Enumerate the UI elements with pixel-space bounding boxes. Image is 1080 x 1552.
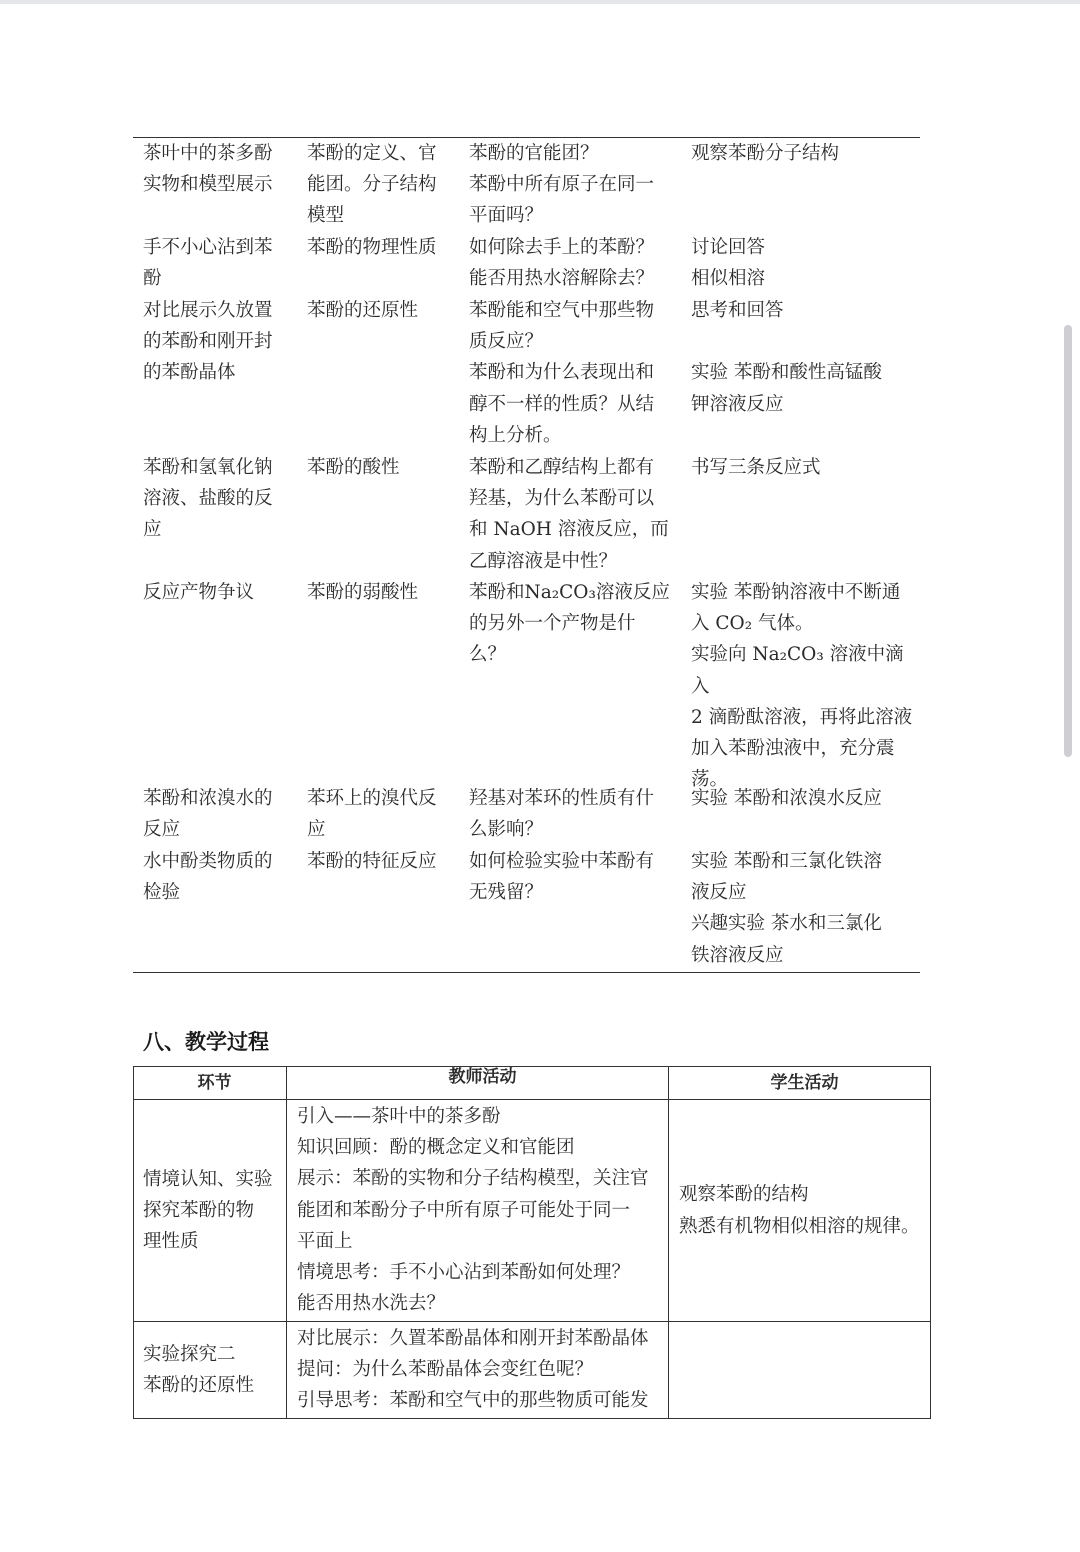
- table-row: [134, 1100, 931, 1322]
- table-row: [133, 783, 920, 846]
- table-row: [134, 1322, 931, 1419]
- table-cell: 情境认知、实验 探究苯酚的物 理性质: [134, 1100, 287, 1322]
- table-cell: 反应产物争议: [143, 582, 255, 603]
- table-cell: [287, 1322, 669, 1419]
- table-cell: 苯酚的弱酸性: [307, 582, 419, 603]
- top-bar: [0, 0, 1080, 4]
- table-cell: 水中酚类物质的 检验: [143, 851, 273, 904]
- table-cell: 书写三条反应式: [691, 457, 821, 478]
- cell-text: 对比展示：久置苯酚晶体和刚开封苯酚晶体 提问：为什么苯酚晶体会变红色呢？ 引导思考：苯酚和空气中的那些物质可能发: [297, 1328, 649, 1412]
- table-cell: 观察苯酚分子结构: [691, 143, 840, 164]
- table-cell: 讨论回答 相似相溶: [691, 237, 766, 290]
- table-cell: 苯酚和Na₂CO₃溶液反应 的另外一个产物是什 么？: [469, 582, 670, 666]
- table-cell: 苯酚的酸性: [307, 457, 400, 478]
- experiment-table: [133, 137, 920, 973]
- table-row: [133, 846, 920, 972]
- table-cell: 实验 苯酚和三氯化铁溶 液反应 兴趣实验 茶水和三氯化 铁溶液反应: [691, 851, 882, 966]
- table-cell: 如何除去手上的苯酚？ 能否用热水溶解除去？: [469, 237, 655, 290]
- column-header: 教师活动: [287, 1067, 669, 1100]
- table-row: [133, 295, 920, 452]
- table-cell: 苯酚的定义、官 能团。分子结构 模型: [307, 143, 437, 227]
- table-cell: 羟基对苯环的性质有什 么影响？: [469, 788, 655, 841]
- section-heading: 八、教学过程: [143, 1030, 269, 1054]
- table-cell: 引入——茶叶中的茶多酚 知识回顾：酚的概念定义和官能团 展示：苯酚的实物和分子结构模型，关注官 能团和苯酚分子中所有原子可能处于同一 平面上 情境思考：手不小心沾到苯酚如何处理？ 能否用热水洗去？: [287, 1100, 669, 1322]
- table-cell: 思考和回答 实验 苯酚和酸性高锰酸 钾溶液反应: [691, 300, 882, 415]
- table-cell: [669, 1322, 931, 1419]
- table-row: [133, 452, 920, 577]
- table-row: [133, 138, 920, 232]
- table-header-row: [134, 1067, 931, 1100]
- table-row: [133, 232, 920, 295]
- table-cell: 苯酚和乙醇结构上都有 羟基，为什么苯酚可以 和 NaOH 溶液反应，而 乙醇溶液是中性？: [469, 457, 669, 572]
- table-cell: 苯酚和浓溴水的 反应: [143, 788, 273, 841]
- table-cell: 茶叶中的茶多酚 实物和模型展示: [143, 143, 273, 196]
- table-cell: 苯酚的官能团？ 苯酚中所有原子在同一 平面吗？: [469, 143, 655, 227]
- table-cell: 苯酚的物理性质: [307, 237, 437, 258]
- column-header: 环节: [134, 1067, 287, 1100]
- teaching-process-table: [133, 1066, 931, 1419]
- table-cell: 苯酚的还原性: [307, 300, 419, 321]
- table-cell: 对比展示久放置 的苯酚和刚开封 的苯酚晶体: [143, 300, 273, 384]
- table-cell: 手不小心沾到苯 酚: [143, 237, 273, 290]
- table-cell: 苯环上的溴代反 应: [307, 788, 437, 841]
- table-cell: 实验 苯酚钠溶液中不断通 入 CO₂ 气体。 实验向 Na₂CO₃ 溶液中滴入 2 滴酚酞溶液，再将此溶液 加入苯酚浊液中，充分震 荡。: [691, 582, 913, 791]
- table-cell: 实验 苯酚和浓溴水反应: [691, 788, 882, 809]
- table-cell: 如何检验实验中苯酚有 无残留？: [469, 851, 655, 904]
- table-cell: 苯酚的特征反应: [307, 851, 437, 872]
- column-header: 学生活动: [669, 1067, 931, 1100]
- table-cell: 观察苯酚的结构 熟悉有机物相似相溶的规律。: [669, 1100, 931, 1322]
- table-row: [133, 577, 920, 791]
- table-cell: 苯酚能和空气中那些物 质反应？ 苯酚和为什么表现出和 醇不一样的性质？从结 构上分析。: [469, 300, 655, 446]
- table-cell: 实验探究二 苯酚的还原性: [134, 1322, 287, 1419]
- scrollbar-thumb[interactable]: [1064, 325, 1072, 757]
- table-cell: 苯酚和氢氧化钠 溶液、盐酸的反 应: [143, 457, 273, 541]
